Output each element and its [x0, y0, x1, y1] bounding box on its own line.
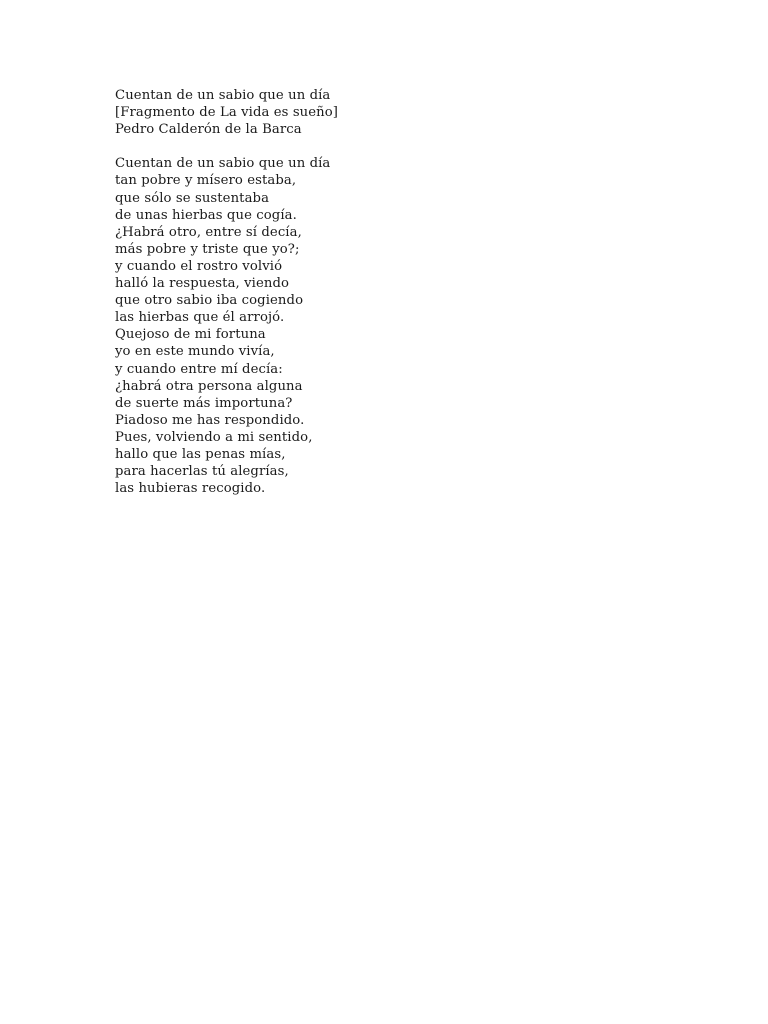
- poem-text-block: [115, 87, 715, 497]
- blank-line: [115, 138, 715, 155]
- poem-body: [115, 155, 715, 497]
- poem-subtitle: [Fragmento de La vida es sueño]: [115, 105, 339, 121]
- poem-line: las hubieras recogido.: [115, 481, 266, 497]
- poem-line: más pobre y triste que yo?;: [115, 241, 300, 257]
- poem-line: halló la respuesta, viendo: [115, 276, 290, 292]
- poem-line: que otro sabio iba cogiendo: [115, 293, 304, 309]
- poem-line: que sólo se sustentaba: [115, 190, 270, 206]
- poem-line: Quejoso de mi fortuna: [115, 327, 266, 343]
- poem-line: Cuentan de un sabio que un día: [115, 156, 331, 172]
- poem-line: de unas hierbas que cogía.: [115, 207, 297, 223]
- poem-line: para hacerlas tú alegrías,: [115, 464, 289, 480]
- poem-line: tan pobre y mísero estaba,: [115, 173, 297, 189]
- poem-line: y cuando el rostro volvió: [115, 258, 283, 274]
- poem-line: las hierbas que él arrojó.: [115, 310, 285, 326]
- poem-line: Pues, volviendo a mi sentido,: [115, 429, 313, 445]
- poem-line: Piadoso me has respondido.: [115, 412, 305, 428]
- poem-line: hallo que las penas mías,: [115, 446, 286, 462]
- poem-line: yo en este mundo vivía,: [115, 344, 275, 360]
- poem-line: ¿habrá otra persona alguna: [115, 378, 303, 394]
- poem-line: ¿Habrá otro, entre sí decía,: [115, 224, 302, 240]
- poem-line: de suerte más importuna?: [115, 395, 293, 411]
- poem-title: Cuentan de un sabio que un día: [115, 88, 331, 103]
- poem-author: Pedro Calderón de la Barca: [115, 122, 302, 138]
- poem-line: y cuando entre mí decía:: [115, 361, 283, 377]
